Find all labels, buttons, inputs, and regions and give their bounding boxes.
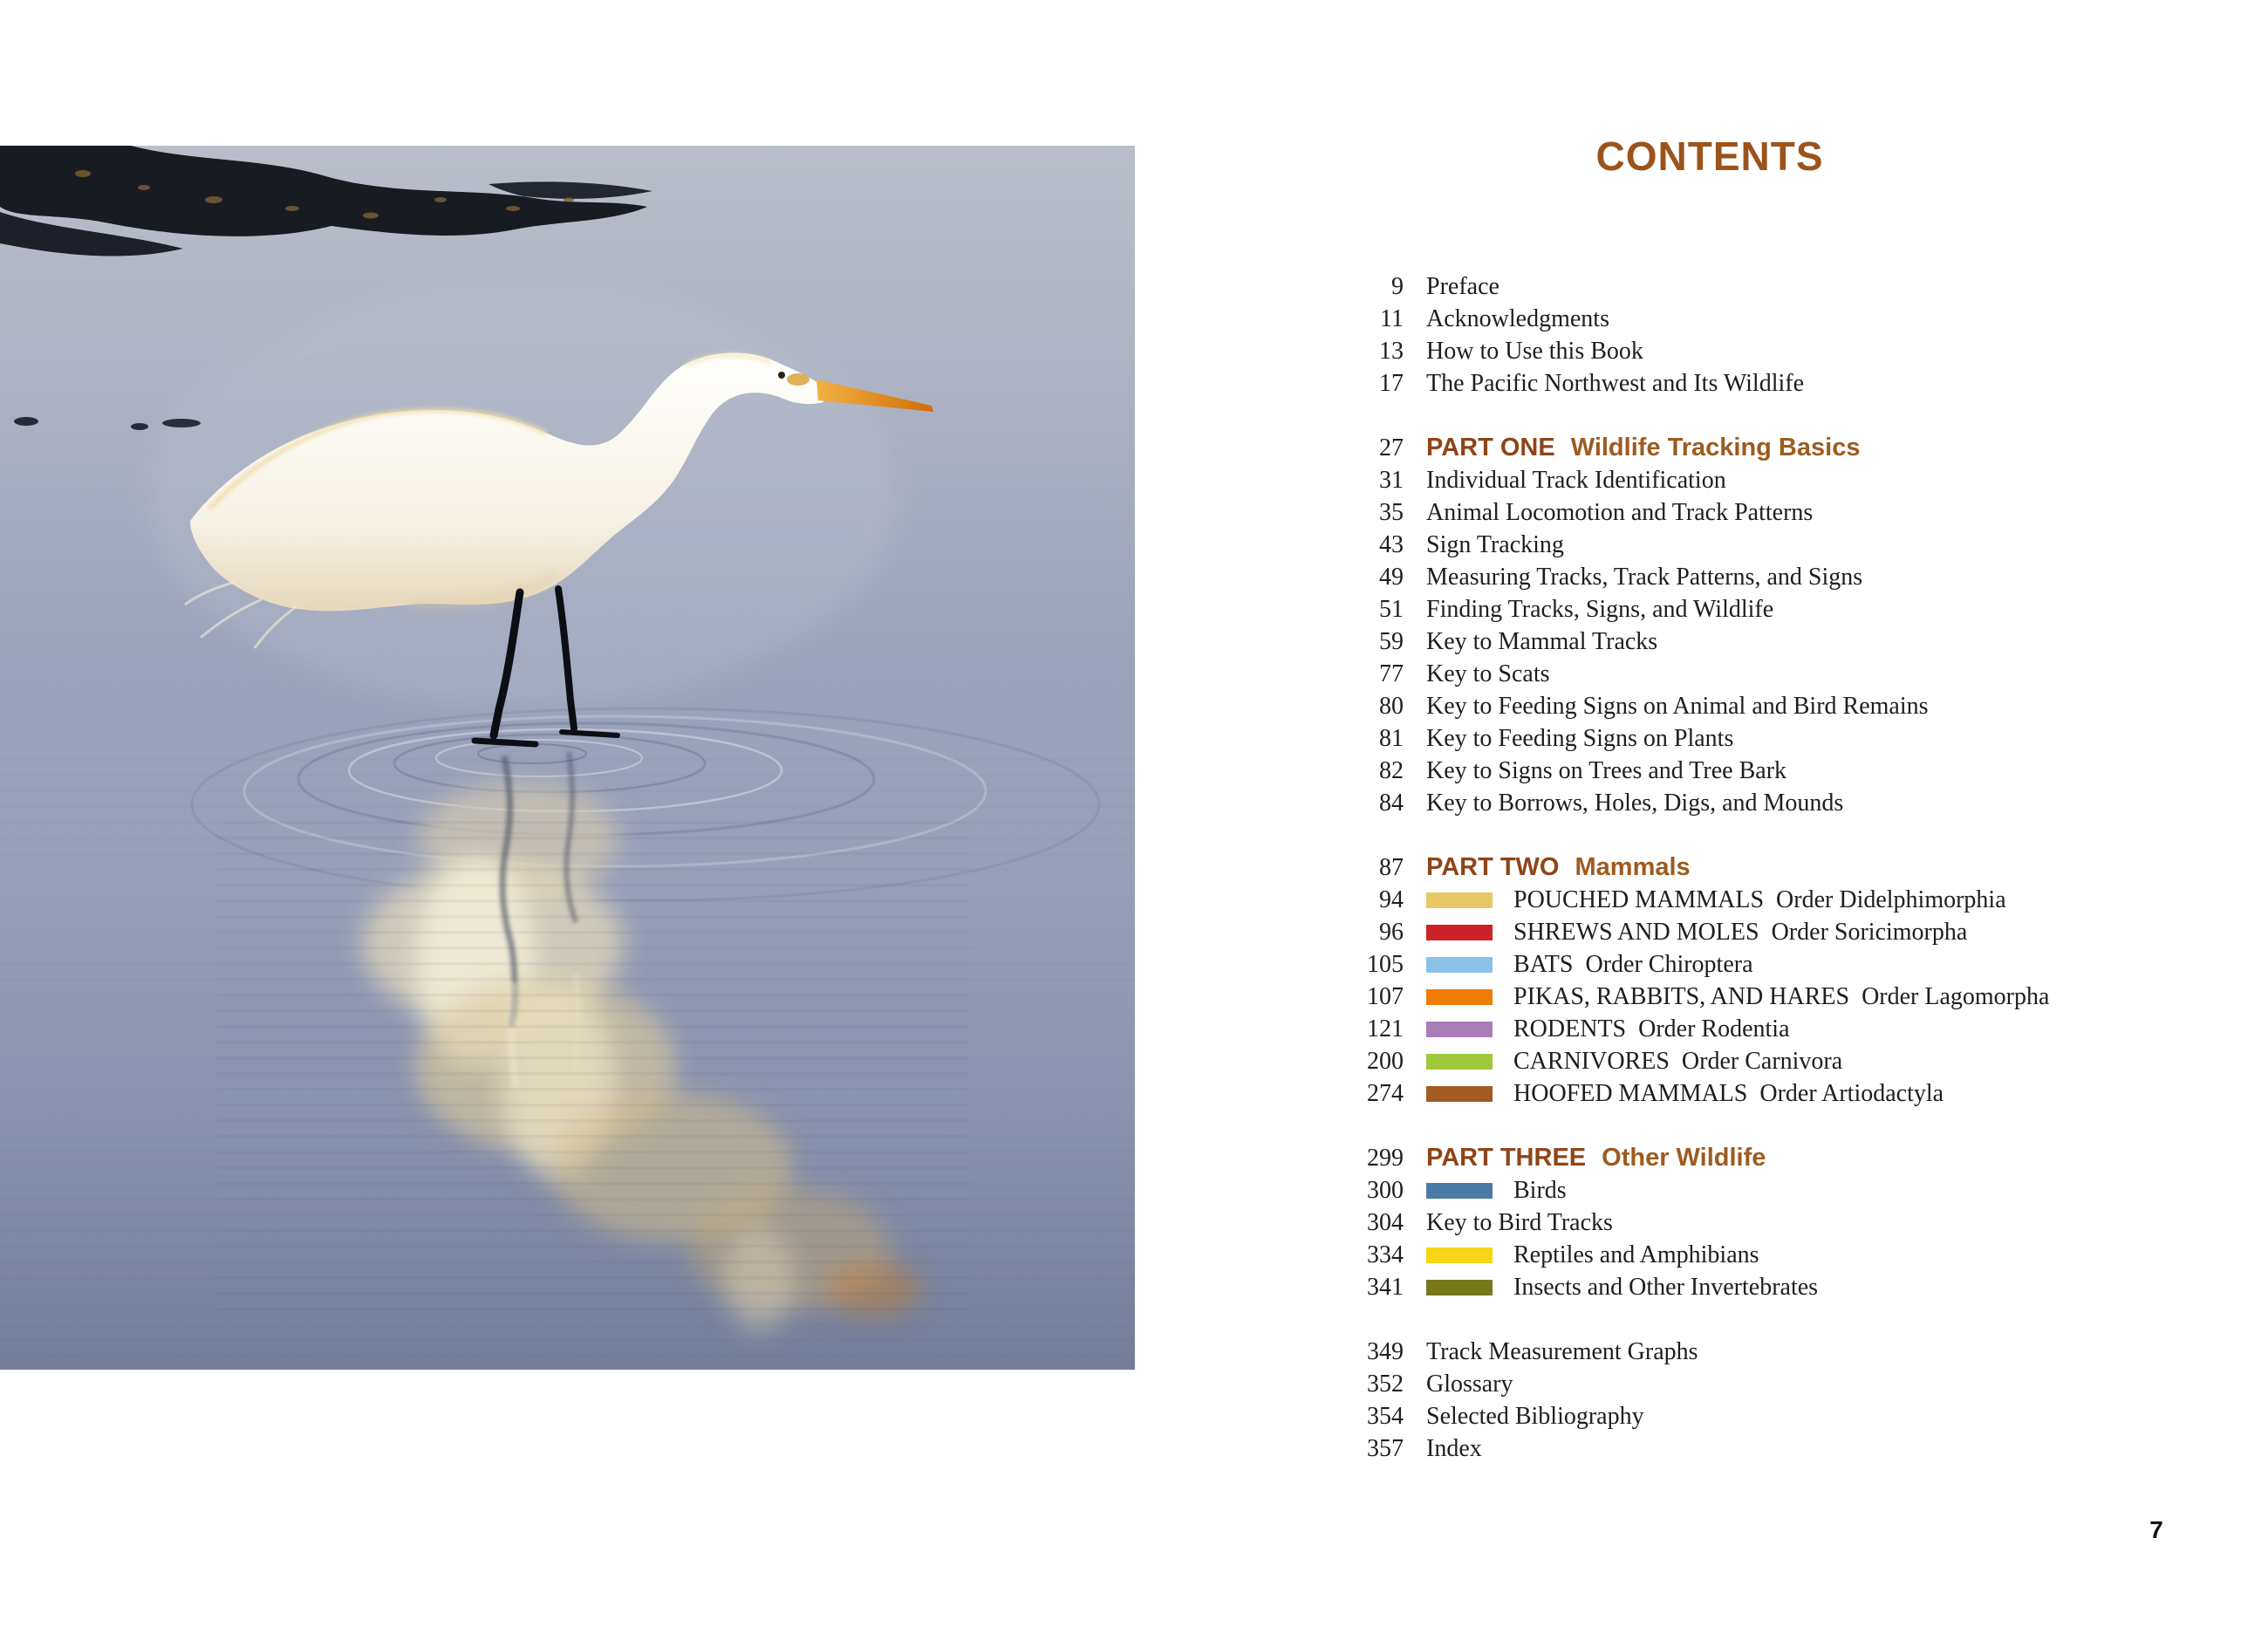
toc-entry bbox=[1426, 270, 1499, 303]
part-label: PART THREE bbox=[1426, 1144, 1587, 1172]
toc-entry-title: Sign Tracking bbox=[1426, 531, 1564, 558]
toc-entry-title: Glossary bbox=[1426, 1371, 1513, 1398]
toc-entry bbox=[1426, 658, 1550, 690]
toc-entry-title: Selected Bibliography bbox=[1426, 1403, 1644, 1430]
toc-entry bbox=[1426, 464, 1726, 496]
part-label: PART TWO bbox=[1426, 853, 1560, 881]
toc-entry bbox=[1426, 432, 1860, 464]
toc-entry bbox=[1426, 722, 1733, 755]
egret-lore bbox=[787, 373, 810, 386]
toc-page-number: 27 bbox=[1379, 434, 1404, 461]
toc-part-row bbox=[1348, 851, 2133, 884]
toc-page-number: 304 bbox=[1367, 1209, 1404, 1236]
toc-entry bbox=[1426, 335, 1643, 367]
toc-row bbox=[1348, 626, 2133, 658]
toc-page-number: 200 bbox=[1367, 1048, 1404, 1075]
toc-row bbox=[1348, 981, 2133, 1013]
toc-page-number: 349 bbox=[1367, 1338, 1404, 1365]
toc-entry-title: Key to Signs on Trees and Tree Bark bbox=[1426, 757, 1787, 784]
toc-list bbox=[1348, 270, 2133, 1465]
toc-page-number: 59 bbox=[1379, 628, 1404, 655]
toc-row bbox=[1348, 948, 2133, 981]
toc-row bbox=[1348, 1045, 2133, 1077]
toc-entry bbox=[1426, 1336, 1698, 1368]
toc-entry-title: Key to Scats bbox=[1426, 660, 1550, 687]
toc-entry bbox=[1426, 690, 1929, 722]
toc-entry-order: Order Didelphimorphia bbox=[1776, 886, 2006, 913]
toc-entry-title: Individual Track Identification bbox=[1426, 467, 1726, 494]
toc-row bbox=[1348, 593, 2133, 626]
toc-entry-title: Insects and Other Invertebrates bbox=[1513, 1274, 1819, 1301]
toc-entry-order: Order Rodentia bbox=[1638, 1015, 1790, 1043]
toc-row bbox=[1348, 496, 2133, 529]
toc-entry bbox=[1426, 884, 2006, 916]
toc-row bbox=[1348, 1239, 2133, 1271]
part-label: PART ONE bbox=[1426, 434, 1555, 461]
toc-page-number: 105 bbox=[1367, 951, 1404, 978]
toc-page-number: 94 bbox=[1379, 886, 1404, 913]
toc-entry bbox=[1426, 593, 1773, 626]
toc-entry-order: Order Lagomorpha bbox=[1862, 983, 2050, 1010]
toc-row bbox=[1348, 561, 2133, 593]
toc-entry-title: Reptiles and Amphibians bbox=[1513, 1241, 1759, 1268]
toc-row bbox=[1348, 755, 2133, 787]
toc-entry bbox=[1426, 755, 1786, 787]
category-color-swatch bbox=[1426, 989, 1493, 1005]
folio-page-number: 7 bbox=[2149, 1516, 2163, 1543]
toc-entry bbox=[1426, 367, 1804, 400]
toc-page-number: 49 bbox=[1379, 564, 1404, 591]
toc-page-number: 84 bbox=[1379, 790, 1404, 817]
toc-entry bbox=[1426, 948, 1753, 981]
toc-row bbox=[1348, 884, 2133, 916]
toc-part-row bbox=[1348, 1142, 2133, 1174]
toc-row bbox=[1348, 1077, 2133, 1110]
category-color-swatch bbox=[1426, 1054, 1493, 1070]
toc-entry-title: Key to Bird Tracks bbox=[1426, 1209, 1613, 1236]
toc-page-number: 96 bbox=[1379, 919, 1404, 946]
toc-page-number: 87 bbox=[1379, 854, 1404, 881]
toc-page-number: 274 bbox=[1367, 1080, 1404, 1107]
toc-entry-title: Track Measurement Graphs bbox=[1426, 1338, 1698, 1365]
toc-entry bbox=[1426, 1368, 1513, 1400]
toc-row bbox=[1348, 303, 2133, 335]
toc-page-number: 17 bbox=[1379, 370, 1404, 397]
toc-row bbox=[1348, 658, 2133, 690]
category-color-swatch bbox=[1426, 1086, 1493, 1102]
toc-entry-order: Order Soricimorpha bbox=[1771, 919, 1968, 946]
toc-entry-title: Finding Tracks, Signs, and Wildlife bbox=[1426, 596, 1774, 623]
toc-row bbox=[1348, 916, 2133, 948]
toc-row bbox=[1348, 787, 2133, 819]
toc-entry-title: BATS bbox=[1513, 951, 1574, 978]
egret-eye bbox=[778, 372, 785, 379]
toc-entry-title: Key to Feeding Signs on Animal and Bird Remains bbox=[1426, 693, 1929, 720]
toc-entry bbox=[1426, 303, 1609, 335]
toc-row bbox=[1348, 464, 2133, 496]
toc-page-number: 9 bbox=[1391, 273, 1404, 300]
category-color-swatch bbox=[1426, 1248, 1493, 1263]
toc-row bbox=[1348, 335, 2133, 367]
toc-row bbox=[1348, 1174, 2133, 1207]
toc-entry-title: Key to Mammal Tracks bbox=[1426, 628, 1658, 655]
toc-page-number: 354 bbox=[1367, 1403, 1404, 1430]
toc-entry bbox=[1426, 561, 1862, 593]
toc-entry-title: Key to Borrows, Holes, Digs, and Mounds bbox=[1426, 790, 1844, 817]
toc-page-number: 357 bbox=[1367, 1435, 1404, 1462]
toc-entry bbox=[1426, 851, 1691, 884]
toc-page-number: 352 bbox=[1367, 1371, 1404, 1398]
toc-page-number: 13 bbox=[1379, 338, 1404, 365]
toc-entry-order: Order Carnivora bbox=[1681, 1048, 1843, 1075]
toc-entry-title: HOOFED MAMMALS bbox=[1513, 1080, 1748, 1107]
toc-row bbox=[1348, 367, 2133, 400]
toc-page-number: 80 bbox=[1379, 693, 1404, 720]
category-color-swatch bbox=[1426, 892, 1493, 908]
toc-page-number: 31 bbox=[1379, 467, 1404, 494]
toc-entry bbox=[1426, 1400, 1644, 1432]
toc-entry bbox=[1426, 1207, 1613, 1239]
part-title: Mammals bbox=[1575, 853, 1691, 881]
toc-entry bbox=[1426, 1432, 1482, 1465]
toc-page-number: 77 bbox=[1379, 660, 1404, 687]
category-color-swatch bbox=[1426, 1022, 1493, 1037]
toc-entry-title: Key to Feeding Signs on Plants bbox=[1426, 725, 1734, 752]
toc-entry-title: CARNIVORES bbox=[1513, 1048, 1670, 1075]
toc-entry bbox=[1426, 787, 1843, 819]
toc-page-number: 334 bbox=[1367, 1241, 1404, 1268]
toc-entry-order: Order Artiodactyla bbox=[1759, 1080, 1944, 1107]
toc-entry bbox=[1426, 496, 1813, 529]
toc-row bbox=[1348, 1400, 2133, 1432]
toc-row bbox=[1348, 690, 2133, 722]
toc-page-number: 81 bbox=[1379, 725, 1404, 752]
toc-row bbox=[1348, 1013, 2133, 1045]
egret-photo-canvas bbox=[0, 146, 1135, 1370]
toc-entry-title: Index bbox=[1426, 1435, 1482, 1462]
toc-row bbox=[1348, 1432, 2133, 1465]
toc-row bbox=[1348, 270, 2133, 303]
part-title: Other Wildlife bbox=[1602, 1144, 1766, 1172]
toc-page-number: 299 bbox=[1367, 1145, 1404, 1172]
toc-entry bbox=[1426, 626, 1657, 658]
toc-page-number: 35 bbox=[1379, 499, 1404, 526]
toc-row bbox=[1348, 1207, 2133, 1239]
toc-row bbox=[1348, 1368, 2133, 1400]
toc-entry bbox=[1426, 1142, 1766, 1174]
category-color-swatch bbox=[1426, 1280, 1493, 1295]
toc-row bbox=[1348, 722, 2133, 755]
toc-entry bbox=[1426, 529, 1564, 561]
egret-wading-photo bbox=[0, 146, 1135, 1370]
toc-entry bbox=[1426, 1239, 1759, 1271]
toc-entry-title: Animal Locomotion and Track Patterns bbox=[1426, 499, 1814, 526]
toc-row bbox=[1348, 529, 2133, 561]
toc-entry-title: Measuring Tracks, Track Patterns, and Signs bbox=[1426, 564, 1863, 591]
toc-entry-title: Acknowledgments bbox=[1426, 305, 1609, 332]
toc-entry-title: Preface bbox=[1426, 273, 1499, 300]
toc-page-number: 51 bbox=[1379, 596, 1404, 623]
toc-entry bbox=[1426, 1077, 1944, 1110]
toc-page-number: 43 bbox=[1379, 531, 1404, 558]
toc-entry bbox=[1426, 1045, 1842, 1077]
category-color-swatch bbox=[1426, 925, 1493, 940]
toc-entry-title: PIKAS, RABBITS, AND HARES bbox=[1513, 983, 1850, 1010]
toc-entry-title: The Pacific Northwest and Its Wildlife bbox=[1426, 370, 1805, 397]
toc-page-number: 121 bbox=[1367, 1015, 1404, 1043]
toc-page-number: 341 bbox=[1367, 1274, 1404, 1301]
toc-entry-title: Birds bbox=[1513, 1177, 1567, 1204]
toc-row bbox=[1348, 1271, 2133, 1303]
toc-entry bbox=[1426, 1174, 1567, 1207]
toc-page-number: 300 bbox=[1367, 1177, 1404, 1204]
part-title: Wildlife Tracking Basics bbox=[1570, 434, 1861, 461]
toc-page-number: 82 bbox=[1379, 757, 1404, 784]
toc-entry-title: SHREWS AND MOLES bbox=[1513, 919, 1759, 946]
toc-entry bbox=[1426, 1013, 1790, 1045]
toc-entry bbox=[1426, 1271, 1818, 1303]
toc-part-row bbox=[1348, 432, 2133, 464]
toc-page-number: 107 bbox=[1367, 983, 1404, 1010]
toc-entry-title: How to Use this Book bbox=[1426, 338, 1643, 365]
toc-row bbox=[1348, 1336, 2133, 1368]
toc-entry-title: POUCHED MAMMALS bbox=[1513, 886, 1765, 913]
category-color-swatch bbox=[1426, 957, 1493, 973]
toc-page-number: 11 bbox=[1380, 305, 1404, 332]
toc-entry bbox=[1426, 916, 1967, 948]
category-color-swatch bbox=[1426, 1183, 1493, 1199]
page-title: CONTENTS bbox=[1595, 133, 1824, 179]
toc-entry-order: Order Chiroptera bbox=[1585, 951, 1753, 978]
toc-entry-title: RODENTS bbox=[1513, 1015, 1627, 1043]
toc-entry bbox=[1426, 981, 2049, 1013]
